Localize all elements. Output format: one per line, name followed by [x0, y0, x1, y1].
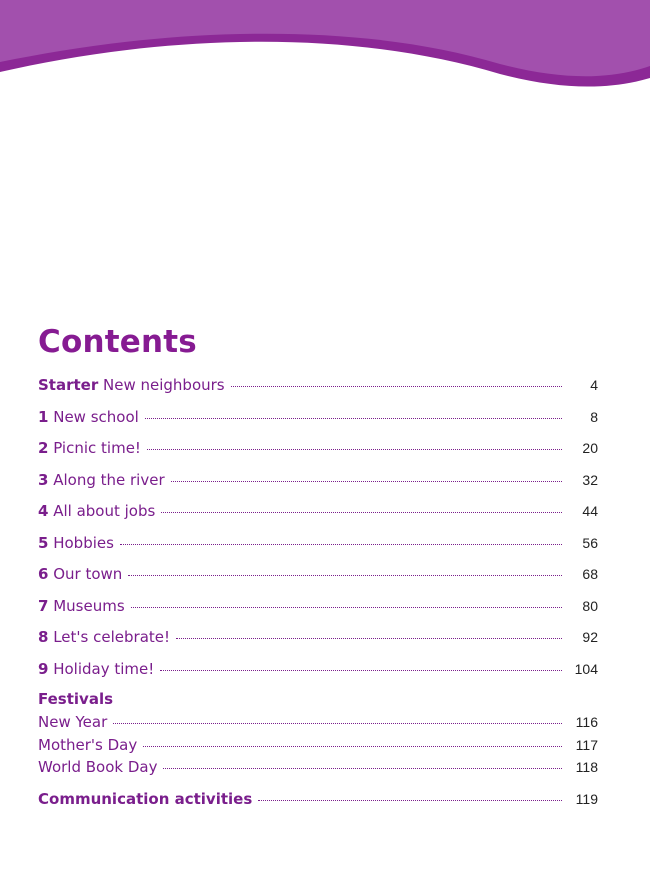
toc-entry-label: Communication activities	[38, 790, 253, 808]
toc-entry-unit-7[interactable]	[38, 596, 598, 616]
toc-entry-world-book-day[interactable]	[38, 757, 598, 777]
section-heading-festivals: Festivals	[38, 690, 114, 708]
header-wave	[0, 0, 650, 95]
leader-dots	[131, 607, 562, 608]
toc-entry-label: 1 New school	[38, 408, 139, 426]
toc-entry-label: 4 All about jobs	[38, 502, 156, 520]
leader-dots	[128, 575, 562, 576]
toc-entry-label: Mother's Day	[38, 736, 138, 754]
leader-dots	[163, 768, 562, 769]
toc-entry-communication-activities[interactable]	[38, 789, 598, 809]
toc-entry-new-year[interactable]	[38, 712, 598, 732]
toc-page-number: 116	[575, 714, 598, 730]
leader-dots	[258, 800, 562, 801]
leader-dots	[231, 386, 562, 387]
toc-entry-unit-8[interactable]	[38, 627, 598, 647]
leader-dots	[160, 670, 562, 671]
page-title: Contents	[38, 324, 197, 360]
toc-entry-unit-1[interactable]	[38, 407, 598, 427]
leader-dots	[113, 723, 562, 724]
toc-entry-label: 5 Hobbies	[38, 534, 114, 552]
toc-entry-label: 8 Let's celebrate!	[38, 628, 171, 646]
leader-dots	[145, 418, 562, 419]
toc-entry-unit-5[interactable]	[38, 533, 598, 553]
toc-page-number: 4	[590, 377, 598, 393]
toc-entry-label: 3 Along the river	[38, 471, 165, 489]
toc-page-number: 56	[582, 535, 598, 551]
toc-entry-mothers-day[interactable]	[38, 735, 598, 755]
toc-page-number: 117	[575, 737, 598, 753]
leader-dots	[176, 638, 562, 639]
toc-entry-unit-2[interactable]	[38, 438, 598, 458]
toc-entry-unit-3[interactable]	[38, 470, 598, 490]
leader-dots	[171, 481, 562, 482]
leader-dots	[143, 746, 562, 747]
toc-entry-unit-4[interactable]	[38, 501, 598, 521]
toc-page-number: 32	[582, 472, 598, 488]
toc-page-number: 20	[582, 440, 598, 456]
leader-dots	[147, 449, 562, 450]
toc-entry-unit-9[interactable]	[38, 659, 598, 679]
toc-entry-label: 7 Museums	[38, 597, 125, 615]
leader-dots	[161, 512, 562, 513]
toc-entry-label: 9 Holiday time!	[38, 660, 155, 678]
toc-page-number: 8	[590, 409, 598, 425]
toc-entry-unit-6[interactable]	[38, 564, 598, 584]
toc-entry-label: 2 Picnic time!	[38, 439, 141, 457]
toc-entry-label: Starter New neighbours	[38, 376, 225, 394]
toc-entry-label: 6 Our town	[38, 565, 123, 583]
toc-page-number: 68	[582, 566, 598, 582]
toc-page-number: 119	[575, 791, 598, 807]
leader-dots	[120, 544, 562, 545]
toc-entry-starter[interactable]	[38, 375, 598, 395]
toc-page-number: 104	[574, 661, 598, 677]
toc-page-number: 80	[582, 598, 598, 614]
toc-page-number: 44	[582, 503, 598, 519]
toc-entry-label: New Year	[38, 713, 108, 731]
toc-page-number: 118	[575, 759, 598, 775]
toc-page-number: 92	[582, 629, 598, 645]
toc-entry-label: World Book Day	[38, 758, 158, 776]
